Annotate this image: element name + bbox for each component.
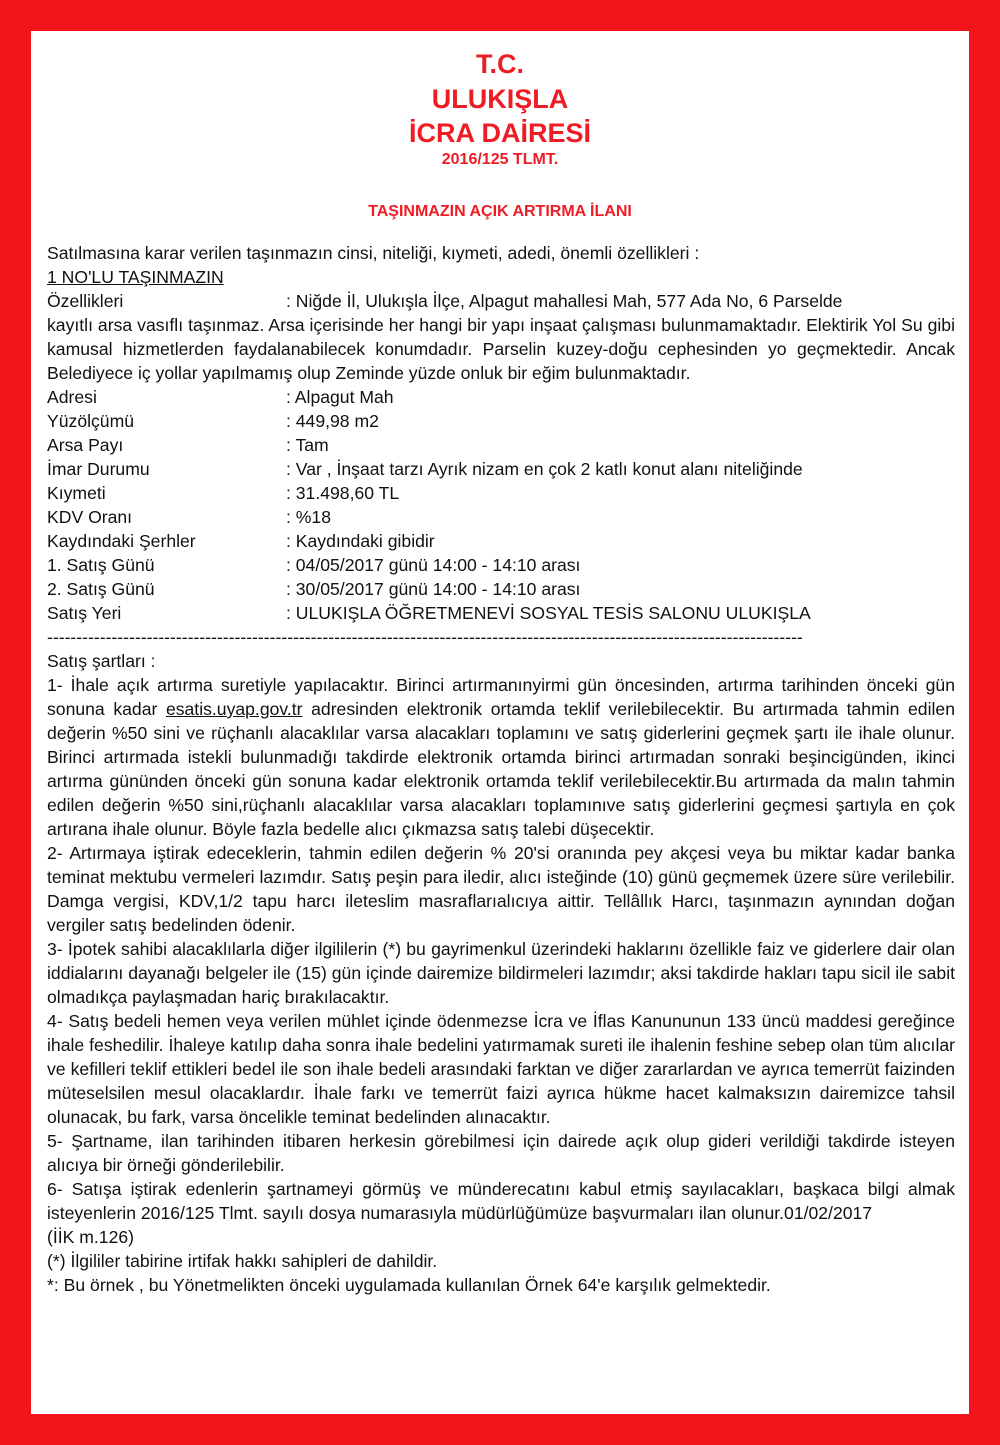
footnote-1: (*) İlgililer tabirine irtifak hakkı sahipleri de dahildir. — [47, 1251, 438, 1271]
detail-row — [47, 505, 955, 529]
detail-row — [47, 553, 955, 577]
detail-value: : 449,98 m2 — [286, 411, 379, 431]
condition-1 — [47, 673, 955, 841]
detail-row — [47, 577, 955, 601]
separator-line: --------------------------------------------------------------------------------------------------------------------------------- — [47, 627, 803, 647]
features-value-rest: kayıtlı arsa vasıflı taşınmaz. Arsa içerisinde her hangi bir yapı inşaat çalışması bulunmamaktadır. Elektirik Yol Su gibi kamusal hizmetlerden faydalanabilecek konumdadır. Parselin kuzey-doğu cephesinden yo geçmektedir. Ancak Belediyece iç yollar yapılmamış olup Zeminde yüzde onluk bir eğim bulunmaktadır. — [47, 315, 955, 383]
detail-label: Adresi — [47, 387, 97, 407]
detail-label: Satış Yeri — [47, 603, 122, 623]
detail-row — [47, 409, 955, 433]
footnote-2: *: Bu örnek , bu Yönetmelikten önceki uygulamada kullanılan Örnek 64'e karşılık gelmektedir. — [47, 1275, 771, 1295]
conditions-heading: Satış şartları : — [47, 651, 156, 671]
detail-label: 2. Satış Günü — [47, 579, 155, 599]
detail-value: : 31.498,60 TL — [286, 483, 400, 503]
header-tc: T.C. — [475, 49, 524, 79]
detail-row — [47, 529, 955, 553]
detail-label: Yüzölçümü — [47, 411, 135, 431]
detail-value: : 30/05/2017 günü 14:00 - 14:10 arası — [286, 579, 581, 599]
condition-6: 6- Satışa iştirak edenlerin şartnameyi görmüş ve münderecatını kabul etmiş sayılacakları, başkaca bilgi almak isteyenlerin 2016/125 Tlmt. sayılı dosya numarasıyla müdürlüğümüze başvurmaları ilan olunur.01/02/2017 — [47, 1179, 955, 1223]
esatis-link[interactable]: esatis.uyap.gov.tr — [165, 699, 303, 719]
detail-label: Kıymeti — [47, 483, 106, 503]
detail-value: : %18 — [286, 507, 331, 527]
detail-row — [47, 457, 955, 481]
condition-2: 2- Artırmaya iştirak edeceklerin, tahmin edilen değerin % 20'si oranında pey akçesi veya bu miktar kadar banka teminat mektubu vermeleri lazımdır. Satış peşin para iledir, alıcı isteğinde (10) günü geçmemek üzere süre verilebilir. Damga vergisi, KDV,1/2 tapu harcı ileteslim masraflarıalıcıya aittir. Tellâllık Harcı, taşınmazın aynından doğan vergiler satış bedelinden ödenir. — [47, 843, 955, 935]
detail-value: : 04/05/2017 günü 14:00 - 14:10 arası — [286, 555, 581, 575]
detail-label: 1. Satış Günü — [47, 555, 155, 575]
detail-value: : Kaydındaki gibidir — [286, 531, 435, 551]
condition-1-text-a: 1- İhale açık artırma suretiyle yapılacaktır. Birinci artırmanınyirmi gün öncesinden, artırma tarihinden önceki gün sonuna kadar — [47, 675, 955, 719]
header-office-name: İCRA DAİRESİ — [408, 118, 591, 148]
condition-5: 5- Şartname, ilan tarihinden itibaren herkesin görebilmesi için dairede açık olup gideri verildiği takdirde isteyen alıcıya bir örneği gönderilebilir. — [47, 1131, 955, 1175]
header-office-city: ULUKIŞLA — [431, 84, 569, 114]
intro-text: Satılmasına karar verilen taşınmazın cinsi, niteliği, kıymeti, adedi, önemli özellikleri : — [47, 243, 700, 263]
detail-label: İmar Durumu — [47, 459, 150, 479]
notice-sheet — [31, 31, 969, 1414]
detail-value: : Var , İnşaat tarzı Ayrık nizam en çok 2 katlı konut alanı niteliğinde — [286, 459, 803, 479]
law-reference: (İİK m.126) — [47, 1227, 135, 1247]
notice-body — [47, 241, 955, 1297]
detail-row — [47, 601, 955, 625]
detail-row — [47, 481, 955, 505]
detail-label: KDV Oranı — [47, 507, 133, 527]
detail-value: : Tam — [286, 435, 329, 455]
condition-4: 4- Satış bedeli hemen veya verilen mühlet içinde ödenmezse İcra ve İflas Kanununun 133 üncü maddesi gereğince ihale feshedilir. İhaleye katılıp daha sonra ihale bedelini yatırmamak sureti ile ihalenin feshine sebep olan tüm alıcılar ve kefilleri teklif ettikleri bedel ile son ihale bedeli arasındaki farktan ve diğer zararlardan ve ayrıca temerrüt faizinden müteselsilen mesul olacaklardır. İhale farkı ve temerrüt faizi ayrıca hükme hacet kalmaksızın dairemizce tahsil olunacak, bu fark, varsa öncelikle teminat bedelinden alınacaktır. — [47, 1011, 955, 1127]
features-value-first: : Niğde İl, Ulukışla İlçe, Alpagut mahallesi Mah, 577 Ada No, 6 Parselde — [286, 291, 843, 311]
condition-1-text-b: adresinden elektronik ortamda teklif verilebilecektir. Bu artırmada tahmin edilen değerin %50 sini ve rüçhanlı alacaklılar varsa alacakları toplamını ve satış giderlerini geçmek şartı ile ihale olunur. Birinci artırmada istekli bulunmadığı takdirde elektronik ortamda birinci artırmadan sonraki beşincigünden, ikinci artırma gününden önceki gün sonuna kadar elektronik ortamda teklif verilebilecektir.Bu artırmada da malın tahmin edilen değerin %50 sini,rüçhanlı alacaklılar varsa alacakları toplamınıve satış giderlerini geçmesi şartıyla en çok artırana ihale olunur. Böyle fazla bedelle alıcı çıkmazsa satış talebi düşecektir. — [47, 699, 955, 839]
features-row — [47, 289, 955, 313]
detail-value: : ULUKIŞLA ÖĞRETMENEVİ SOSYAL TESİS SALONU ULUKIŞLA — [286, 603, 811, 623]
detail-row — [47, 433, 955, 457]
notice-title: TAŞINMAZIN AÇIK ARTIRMA İLANI — [368, 203, 632, 220]
header-file-number: 2016/125 TLMT. — [441, 151, 559, 168]
detail-label: Arsa Payı — [47, 435, 124, 455]
condition-3: 3- İpotek sahibi alacaklılarla diğer ilgililerin (*) bu gayrimenkul üzerindeki haklarını özellikle faiz ve giderlere dair olan iddialarını dayanağı belgeler ile (15) gün içinde dairemize bildirmeleri lazımdır; aksi takdirde hakları tapu sicil ile sabit olmadıkça paylaşmadan hariç bırakılacaktır. — [47, 939, 955, 1007]
features-label: Özellikleri — [47, 291, 124, 311]
detail-value: : Alpagut Mah — [286, 387, 394, 407]
property-heading: 1 NO'LU TAŞINMAZIN — [47, 267, 224, 287]
detail-label: Kaydındaki Şerhler — [47, 531, 196, 551]
detail-row — [47, 385, 955, 409]
